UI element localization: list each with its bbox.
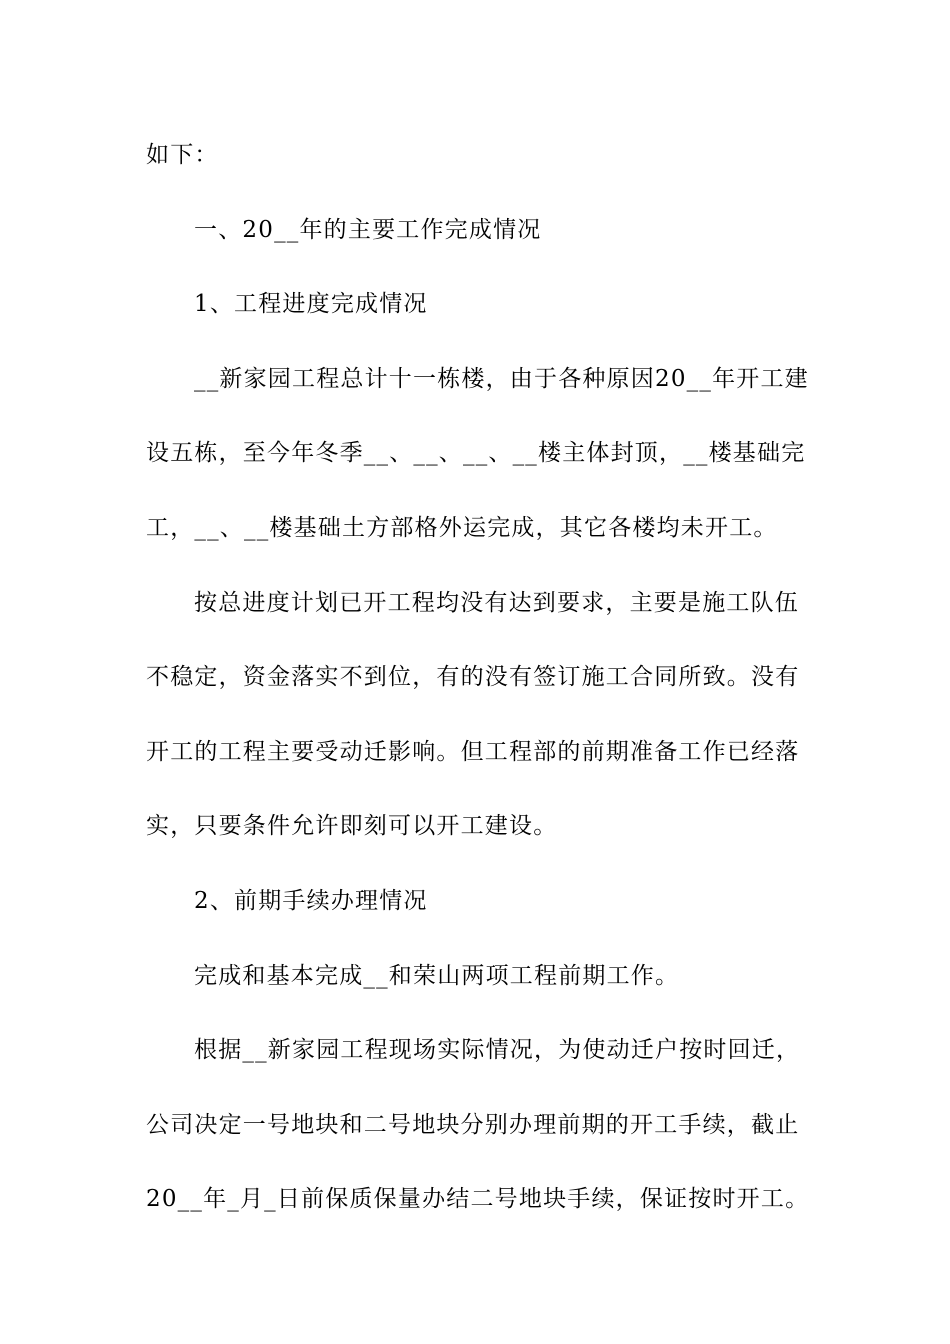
- text-line: 如下：: [146, 142, 219, 168]
- paragraph-line: 设五栋，至今年冬季__、__、__、__楼主体封顶，__楼基础完: [146, 440, 806, 467]
- paragraph-line: 实，只要条件允许即刻可以开工建设。: [146, 813, 558, 840]
- subsection-heading: 1、工程进度完成情况: [194, 291, 428, 318]
- document-body: [146, 118, 810, 1237]
- subsection-heading: 2、前期手续办理情况: [194, 887, 428, 914]
- paragraph-line: 公司决定一号地块和二号地块分别办理前期的开工手续，截止: [146, 1111, 800, 1138]
- paragraph-line: 20__年_月_日前保质保量办结二号地块手续，保证按时开工。: [146, 1186, 810, 1213]
- paragraph-line: 完成和基本完成__和荣山两项工程前期工作。: [194, 962, 680, 989]
- paragraph-line: 开工的工程主要受动迁影响。但工程部的前期准备工作已经落: [146, 738, 800, 765]
- section-heading: 一、20__年的主要工作完成情况: [194, 216, 542, 243]
- paragraph-line: 按总进度计划已开工程均没有达到要求，主要是施工队伍: [194, 589, 799, 616]
- paragraph-line: 不稳定，资金落实不到位，有的没有签订施工合同所致。没有: [146, 664, 800, 691]
- paragraph-line: 工，__、__楼基础土方部格外运完成，其它各楼均未开工。: [146, 514, 778, 541]
- paragraph-line: 根据__新家园工程现场实际情况，为使动迁户按时回迁，: [194, 1037, 801, 1064]
- paragraph-line: __新家园工程总计十一栋楼，由于各种原因20__年开工建: [194, 365, 809, 392]
